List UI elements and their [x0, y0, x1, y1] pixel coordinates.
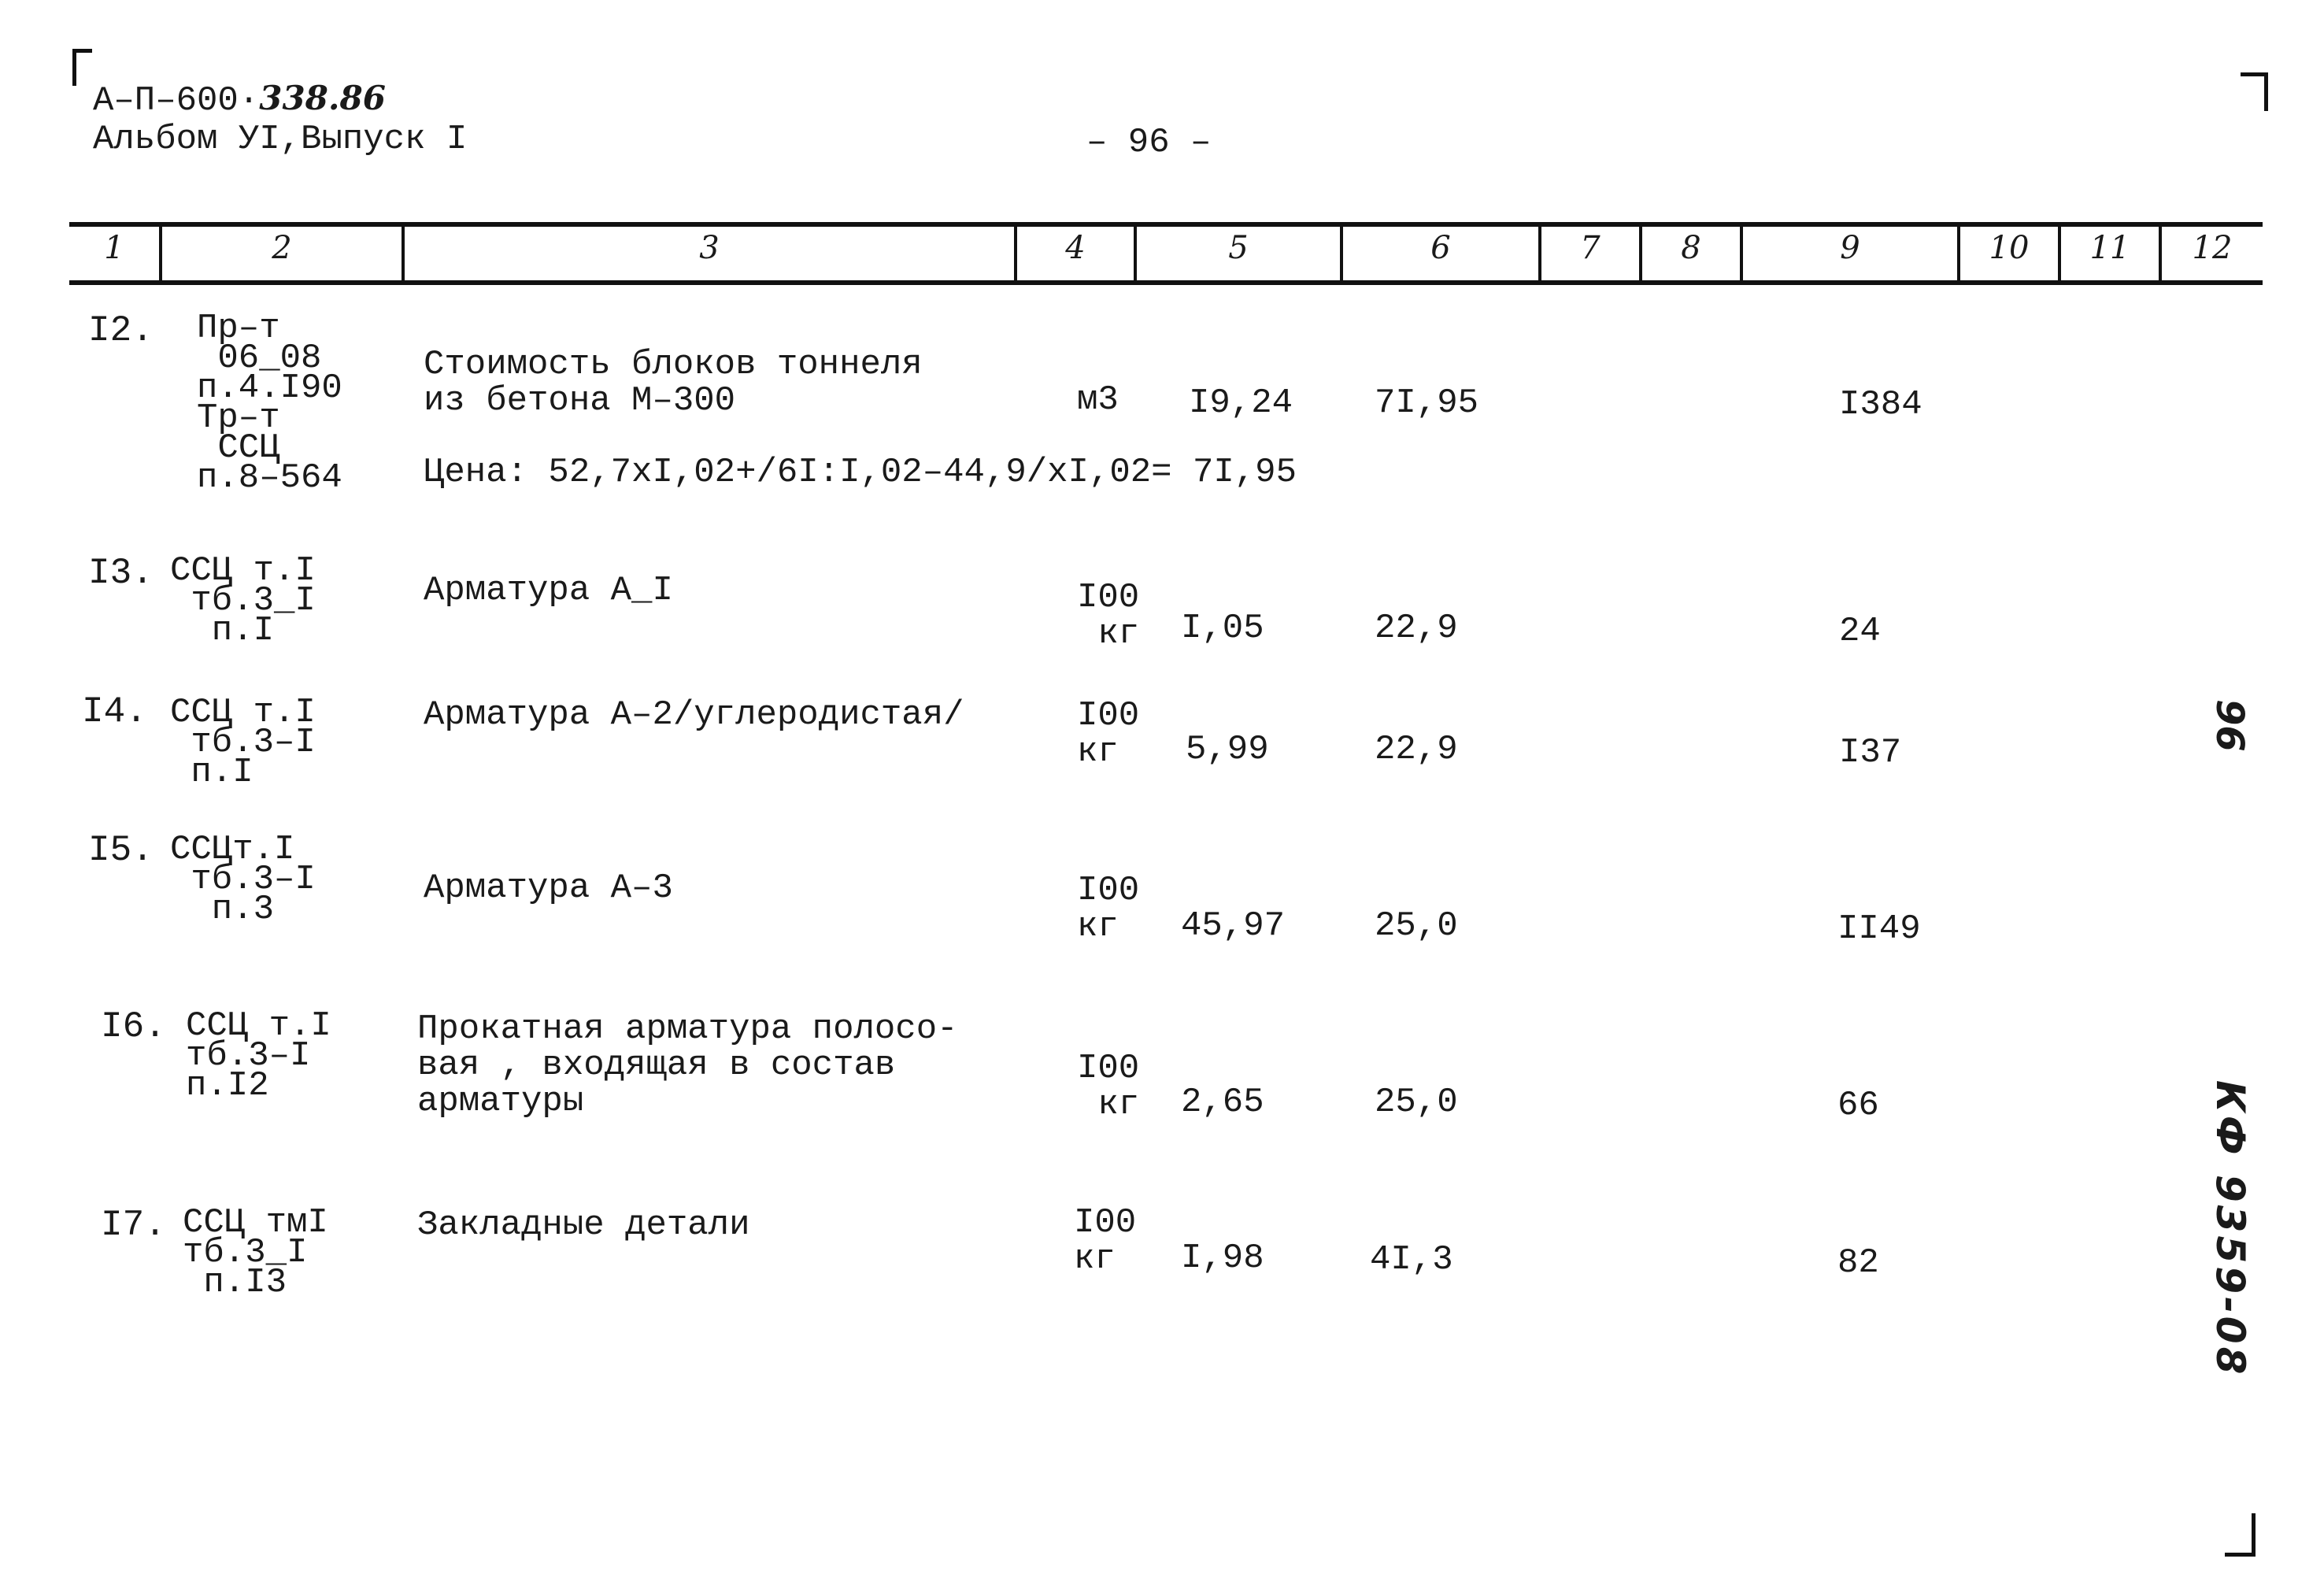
row-description: Арматура А–3	[424, 868, 673, 908]
row-total: II49	[1837, 909, 1921, 949]
row-total: 82	[1837, 1243, 1879, 1283]
row-quantity: I9,24	[1189, 383, 1293, 423]
row-unit-price: 22,9	[1375, 609, 1458, 648]
column-header-1: 1	[104, 230, 124, 266]
table-header-bottom-rule	[69, 280, 2263, 285]
column-header-10: 10	[1989, 230, 2030, 266]
row-total: 24	[1839, 612, 1881, 651]
row-total: I37	[1839, 733, 1902, 772]
column-header-12: 12	[2192, 230, 2233, 266]
side-page-mark: 96	[2207, 699, 2252, 752]
column-header-4: 4	[1065, 230, 1086, 266]
row-reference: ССЦт.I тб.3–I п.3	[170, 830, 316, 929]
column-header-3: 3	[699, 230, 720, 266]
row-unit: I00 кг	[1074, 1203, 1137, 1279]
document-code-number: 338.86	[259, 79, 386, 117]
column-header-8: 8	[1681, 230, 1701, 266]
row-reference: ССЦ т.I тб.3–I п.I	[170, 693, 316, 792]
row-total: 66	[1837, 1086, 1879, 1125]
row-quantity: 2,65	[1181, 1083, 1264, 1122]
row-quantity: I,98	[1181, 1239, 1264, 1278]
row-unit: I00 кг	[1077, 696, 1140, 772]
row-quantity: I,05	[1181, 609, 1264, 648]
album-label: Альбом УI,Выпуск I	[93, 120, 468, 159]
row-reference: ССЦ тмI тб.3_I п.I3	[183, 1203, 328, 1302]
row-unit-price: 22,9	[1375, 730, 1458, 769]
column-header-2: 2	[272, 230, 292, 266]
column-header-9: 9	[1840, 230, 1860, 266]
column-header-5: 5	[1228, 230, 1249, 266]
row-number: I7.	[101, 1205, 166, 1246]
row-quantity: 5,99	[1186, 730, 1269, 769]
row-unit-price: 4I,3	[1370, 1240, 1453, 1279]
row-unit-price: 7I,95	[1375, 383, 1479, 423]
corner-mark-bottom-right	[2225, 1513, 2256, 1557]
row-number: I4.	[82, 691, 147, 732]
row-reference: Пр–т 06_08 п.4.I90 Тр–т ССЦ п.8–564	[197, 309, 342, 498]
column-header-6: 6	[1430, 230, 1451, 266]
column-header-7: 7	[1580, 230, 1601, 266]
row-unit: I00 кг	[1077, 578, 1140, 654]
row-total: I384	[1839, 385, 1922, 424]
row-number: I6.	[101, 1006, 166, 1047]
row-unit-price: 25,0	[1375, 1083, 1458, 1122]
row-description: Закладные детали	[417, 1205, 750, 1245]
row-unit-price: 25,0	[1375, 906, 1458, 946]
corner-mark-top-right	[2241, 72, 2268, 111]
row-description: Арматура А_I	[424, 571, 673, 610]
row-unit: I00 кг	[1077, 871, 1140, 946]
row-description: Арматура А–2/углеродистая/	[424, 695, 964, 735]
row-unit: I00 кг	[1077, 1049, 1140, 1124]
row-number: I5.	[88, 830, 154, 871]
row-quantity: 45,97	[1181, 906, 1286, 946]
row-number: I2.	[88, 310, 154, 351]
row-description: Стоимость блоков тоннеля из бетона М–300	[424, 345, 923, 420]
row-number: I3.	[88, 553, 154, 594]
row-reference: ССЦ т.I тб.3–I п.I2	[186, 1006, 331, 1105]
column-header-11: 11	[2089, 230, 2130, 266]
row-price-note: Цена: 52,7хI,02+/6I:I,02–44,9/хI,02= 7I,95	[424, 453, 1297, 492]
page-number: – 96 –	[1086, 123, 1212, 162]
row-reference: ССЦ т.I тб.3_I п.I	[170, 551, 316, 650]
document-code-prefix: А–П–600·	[93, 81, 260, 120]
side-document-code: КФ 9359-08	[2207, 1080, 2253, 1378]
row-description: Прокатная арматура полосо- вая , входящая в состав арматуры	[417, 1009, 958, 1121]
corner-mark-top-left	[72, 49, 92, 86]
table-header-top-rule	[69, 222, 2263, 227]
document-code	[93, 79, 386, 120]
row-unit: м3	[1077, 380, 1119, 420]
